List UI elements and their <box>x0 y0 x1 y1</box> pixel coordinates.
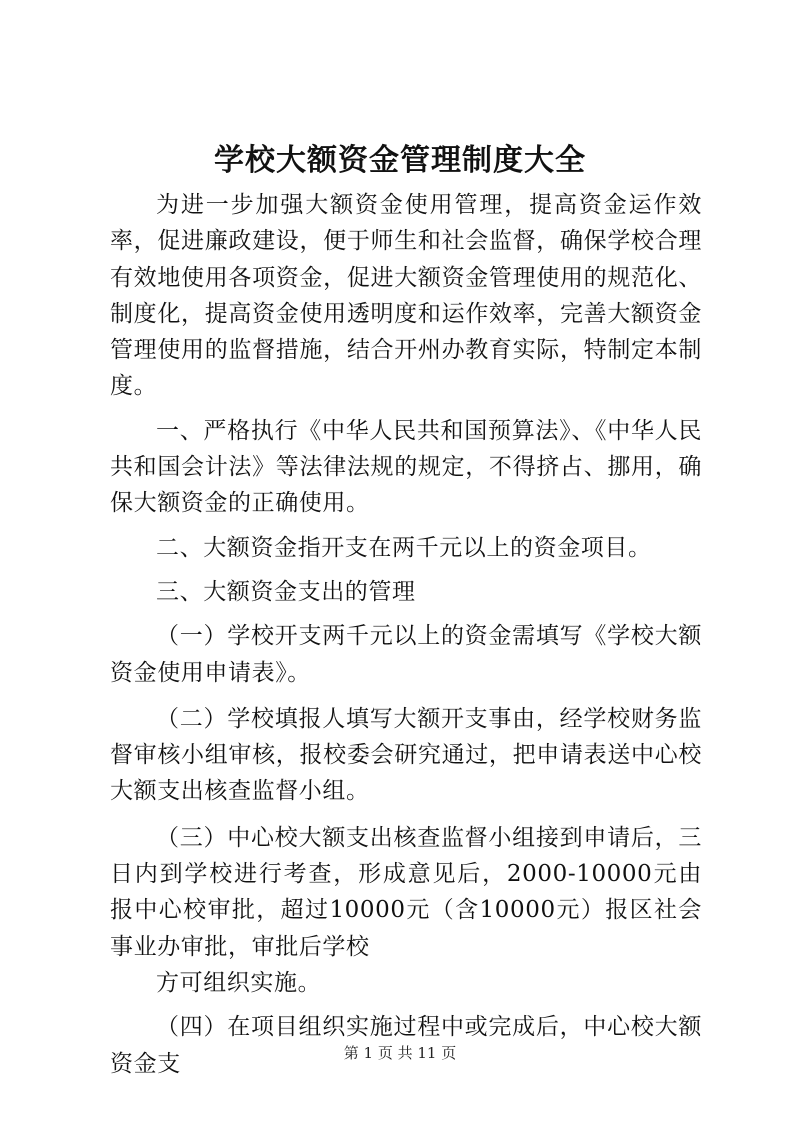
article-one-paragraph: 一、严格执行《中华人民共和国预算法》、《中华人民共和国会计法》等法律法规的规定，不得挤占、挪用，确保大额资金的正确使用。 <box>110 417 702 517</box>
article-two-paragraph: 二、大额资金指开支在两千元以上的资金项目。 <box>156 534 652 561</box>
clause-four-paragraph: （四）在项目组织实施过程中或完成后，中心校大额资金支 <box>110 1014 702 1077</box>
clause-three-continuation: 方可组织实施。 <box>156 969 322 996</box>
document-title: 学校大额资金管理制度大全 <box>214 143 586 178</box>
clause-two-paragraph: （二）学校填报人填写大额开支事由，经学校财务监督审核小组审核，报校委会研究通过，把申请表送中心校大额支出核查监督小组。 <box>110 705 702 805</box>
intro-paragraph: 为进一步加强大额资金使用管理，提高资金运作效率，促进廉政建设，便于师生和社会监督，确保学校合理有效地使用各项资金，促进大额资金管理使用的规范化、制度化，提高资金使用透明度和运作效率，完善大额资金管理使用的监督措施，结合开州办教育实际，特制定本制度。 <box>110 192 702 400</box>
document-body <box>110 187 702 1082</box>
article-three-heading: 三、大额资金支出的管理 <box>156 578 416 605</box>
clause-one-paragraph: （一）学校开支两千元以上的资金需填写《学校大额资金使用申请表》。 <box>110 623 702 686</box>
clause-three-paragraph: （三）中心校大额支出核查监督小组接到申请后，三日内到学校进行考查，形成意见后，2000-10000元由报中心校审批，超过10000元（含10000元）报区社会事业办审批，审批后学校 <box>110 824 702 960</box>
page-number-footer: 第 1 页 共 11 页 <box>343 1044 457 1062</box>
